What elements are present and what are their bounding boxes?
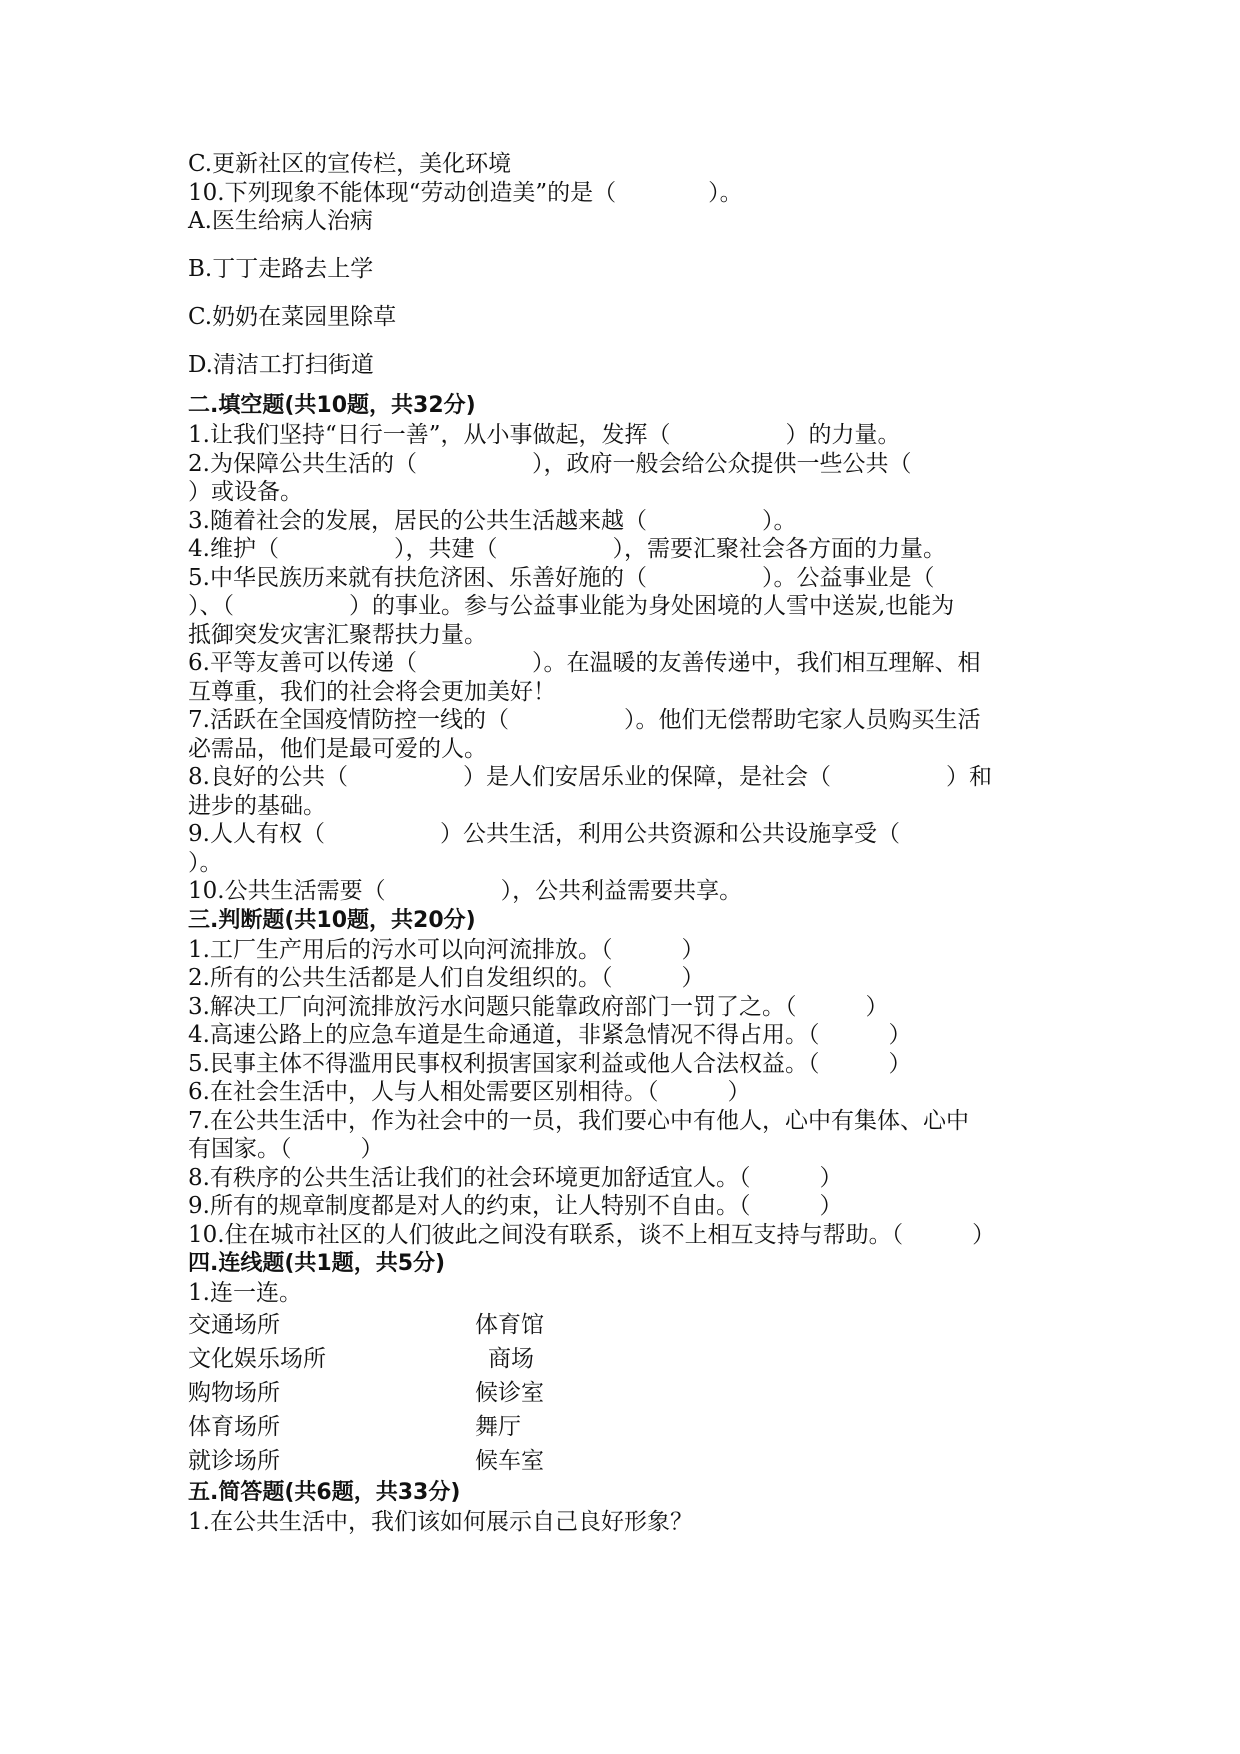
judge-line: 4.高速公路上的应急车道是生命通道，非紧急情况不得占用。（ ） bbox=[188, 1022, 912, 1048]
fill-line: 1.让我们坚持“日行一善”，从小事做起，发挥（ ）的力量。 bbox=[188, 422, 901, 448]
judge-line: 8.有秩序的公共生活让我们的社会环境更加舒适宜人。（ ） bbox=[188, 1164, 843, 1191]
judge-line: 2.所有的公共生活都是人们自发组织的。（ ） bbox=[188, 965, 705, 991]
fill-line: ）。 bbox=[188, 849, 223, 876]
match-row bbox=[188, 1410, 1068, 1444]
short-answer-question: 1.在公共生活中，我们该如何展示自己良好形象？ bbox=[188, 1508, 693, 1535]
section2-heading: 二.填空题(共10题，共32分) bbox=[188, 393, 476, 418]
match-left-item: 体育场所 bbox=[188, 1413, 280, 1440]
match-left-item: 文化娱乐场所 bbox=[188, 1345, 326, 1372]
fill-line: 5.中华民族历来就有扶危济困、乐善好施的（ ）。公益事业是（ bbox=[188, 564, 935, 591]
fill-line: 9.人人有权（ ）公共生活，利用公共资源和公共设施享受（ bbox=[188, 821, 900, 847]
match-right-item: 候诊室 bbox=[475, 1379, 544, 1406]
match-right-item: 体育馆 bbox=[475, 1311, 544, 1338]
match-table bbox=[188, 1308, 1068, 1478]
fill-line: 4.维护（ ），共建（ ），需要汇聚社会各方面的力量。 bbox=[188, 536, 946, 562]
match-right-item: 候车室 bbox=[475, 1447, 544, 1474]
judge-line: 6.在社会生活中，人与人相处需要区别相待。（ ） bbox=[188, 1079, 751, 1105]
q10-option-d: D.清洁工打扫街道 bbox=[188, 352, 374, 378]
fill-line: 互尊重，我们的社会将会更加美好！ bbox=[188, 678, 556, 705]
match-right-item: 舞厅 bbox=[475, 1413, 521, 1440]
section5-heading: 五.简答题(共6题，共33分) bbox=[188, 1479, 461, 1505]
fill-line: ）、（ ）的事业。参与公益事业能为身处困境的人雪中送炭,也能为 bbox=[188, 593, 955, 619]
judge-line: 5.民事主体不得滥用民事权利损害国家利益或他人合法权益。（ ） bbox=[188, 1050, 912, 1077]
q10-option-a: A.医生给病人治病 bbox=[188, 208, 373, 234]
q10-stem: 10.下列现象不能体现“劳动创造美”的是（ ）。 bbox=[188, 179, 743, 206]
section2-lines bbox=[188, 421, 1068, 906]
match-right-item: 商场 bbox=[488, 1345, 534, 1372]
match-left-item: 购物场所 bbox=[188, 1379, 280, 1406]
fill-line: 3.随着社会的发展，居民的公共生活越来越（ ）。 bbox=[188, 507, 797, 534]
judge-line: 7.在公共生活中，作为社会中的一员，我们要心中有他人，心中有集体、心中 bbox=[188, 1107, 969, 1134]
section3-heading: 三.判断题(共10题，共20分) bbox=[188, 907, 476, 933]
section3-lines bbox=[188, 936, 1068, 1250]
judge-line: 9.所有的规章制度都是对人的约束，让人特别不自由。（ ） bbox=[188, 1193, 843, 1219]
fill-line: 6.平等友善可以传递（ ）。在温暖的友善传递中，我们相互理解、相 bbox=[188, 650, 981, 676]
fill-line: 2.为保障公共生活的（ ），政府一般会给公众提供一些公共（ bbox=[188, 450, 912, 477]
fill-line: 8.良好的公共（ ）是人们安居乐业的保障，是社会（ ）和 bbox=[188, 764, 992, 790]
fill-line: 10.公共生活需要（ ），公共利益需要共享。 bbox=[188, 878, 743, 904]
judge-line: 有国家。（ ） bbox=[188, 1136, 384, 1162]
match-row bbox=[188, 1444, 1068, 1478]
fill-line: 进步的基础。 bbox=[188, 792, 326, 819]
judge-line: 10.住在城市社区的人们彼此之间没有联系，谈不上相互支持与帮助。（ ） bbox=[188, 1221, 996, 1248]
fill-line: 7.活跃在全国疫情防控一线的（ ）。他们无偿帮助宅家人员购买生活 bbox=[188, 707, 981, 733]
match-left-item: 交通场所 bbox=[188, 1311, 280, 1338]
exam-page bbox=[188, 150, 1068, 1536]
q10-option-b: B.丁丁走路去上学 bbox=[188, 256, 374, 282]
judge-line: 3.解决工厂向河流排放污水问题只能靠政府部门一罚了之。（ ） bbox=[188, 993, 889, 1020]
fill-line: ）或设备。 bbox=[188, 479, 303, 505]
match-row bbox=[188, 1308, 1068, 1342]
match-row bbox=[188, 1342, 1068, 1376]
match-question: 1.连一连。 bbox=[188, 1280, 302, 1306]
fill-line: 必需品，他们是最可爱的人。 bbox=[188, 735, 487, 762]
q9-option-c: C.更新社区的宣传栏，美化环境 bbox=[188, 151, 512, 177]
judge-line: 1.工厂生产用后的污水可以向河流排放。（ ） bbox=[188, 936, 705, 963]
q10-option-c: C.奶奶在菜园里除草 bbox=[188, 304, 397, 330]
match-left-item: 就诊场所 bbox=[188, 1447, 280, 1474]
section4-heading: 四.连线题(共1题，共5分) bbox=[188, 1251, 446, 1276]
match-row bbox=[188, 1376, 1068, 1410]
fill-line: 抵御突发灾害汇聚帮扶力量。 bbox=[188, 621, 487, 648]
